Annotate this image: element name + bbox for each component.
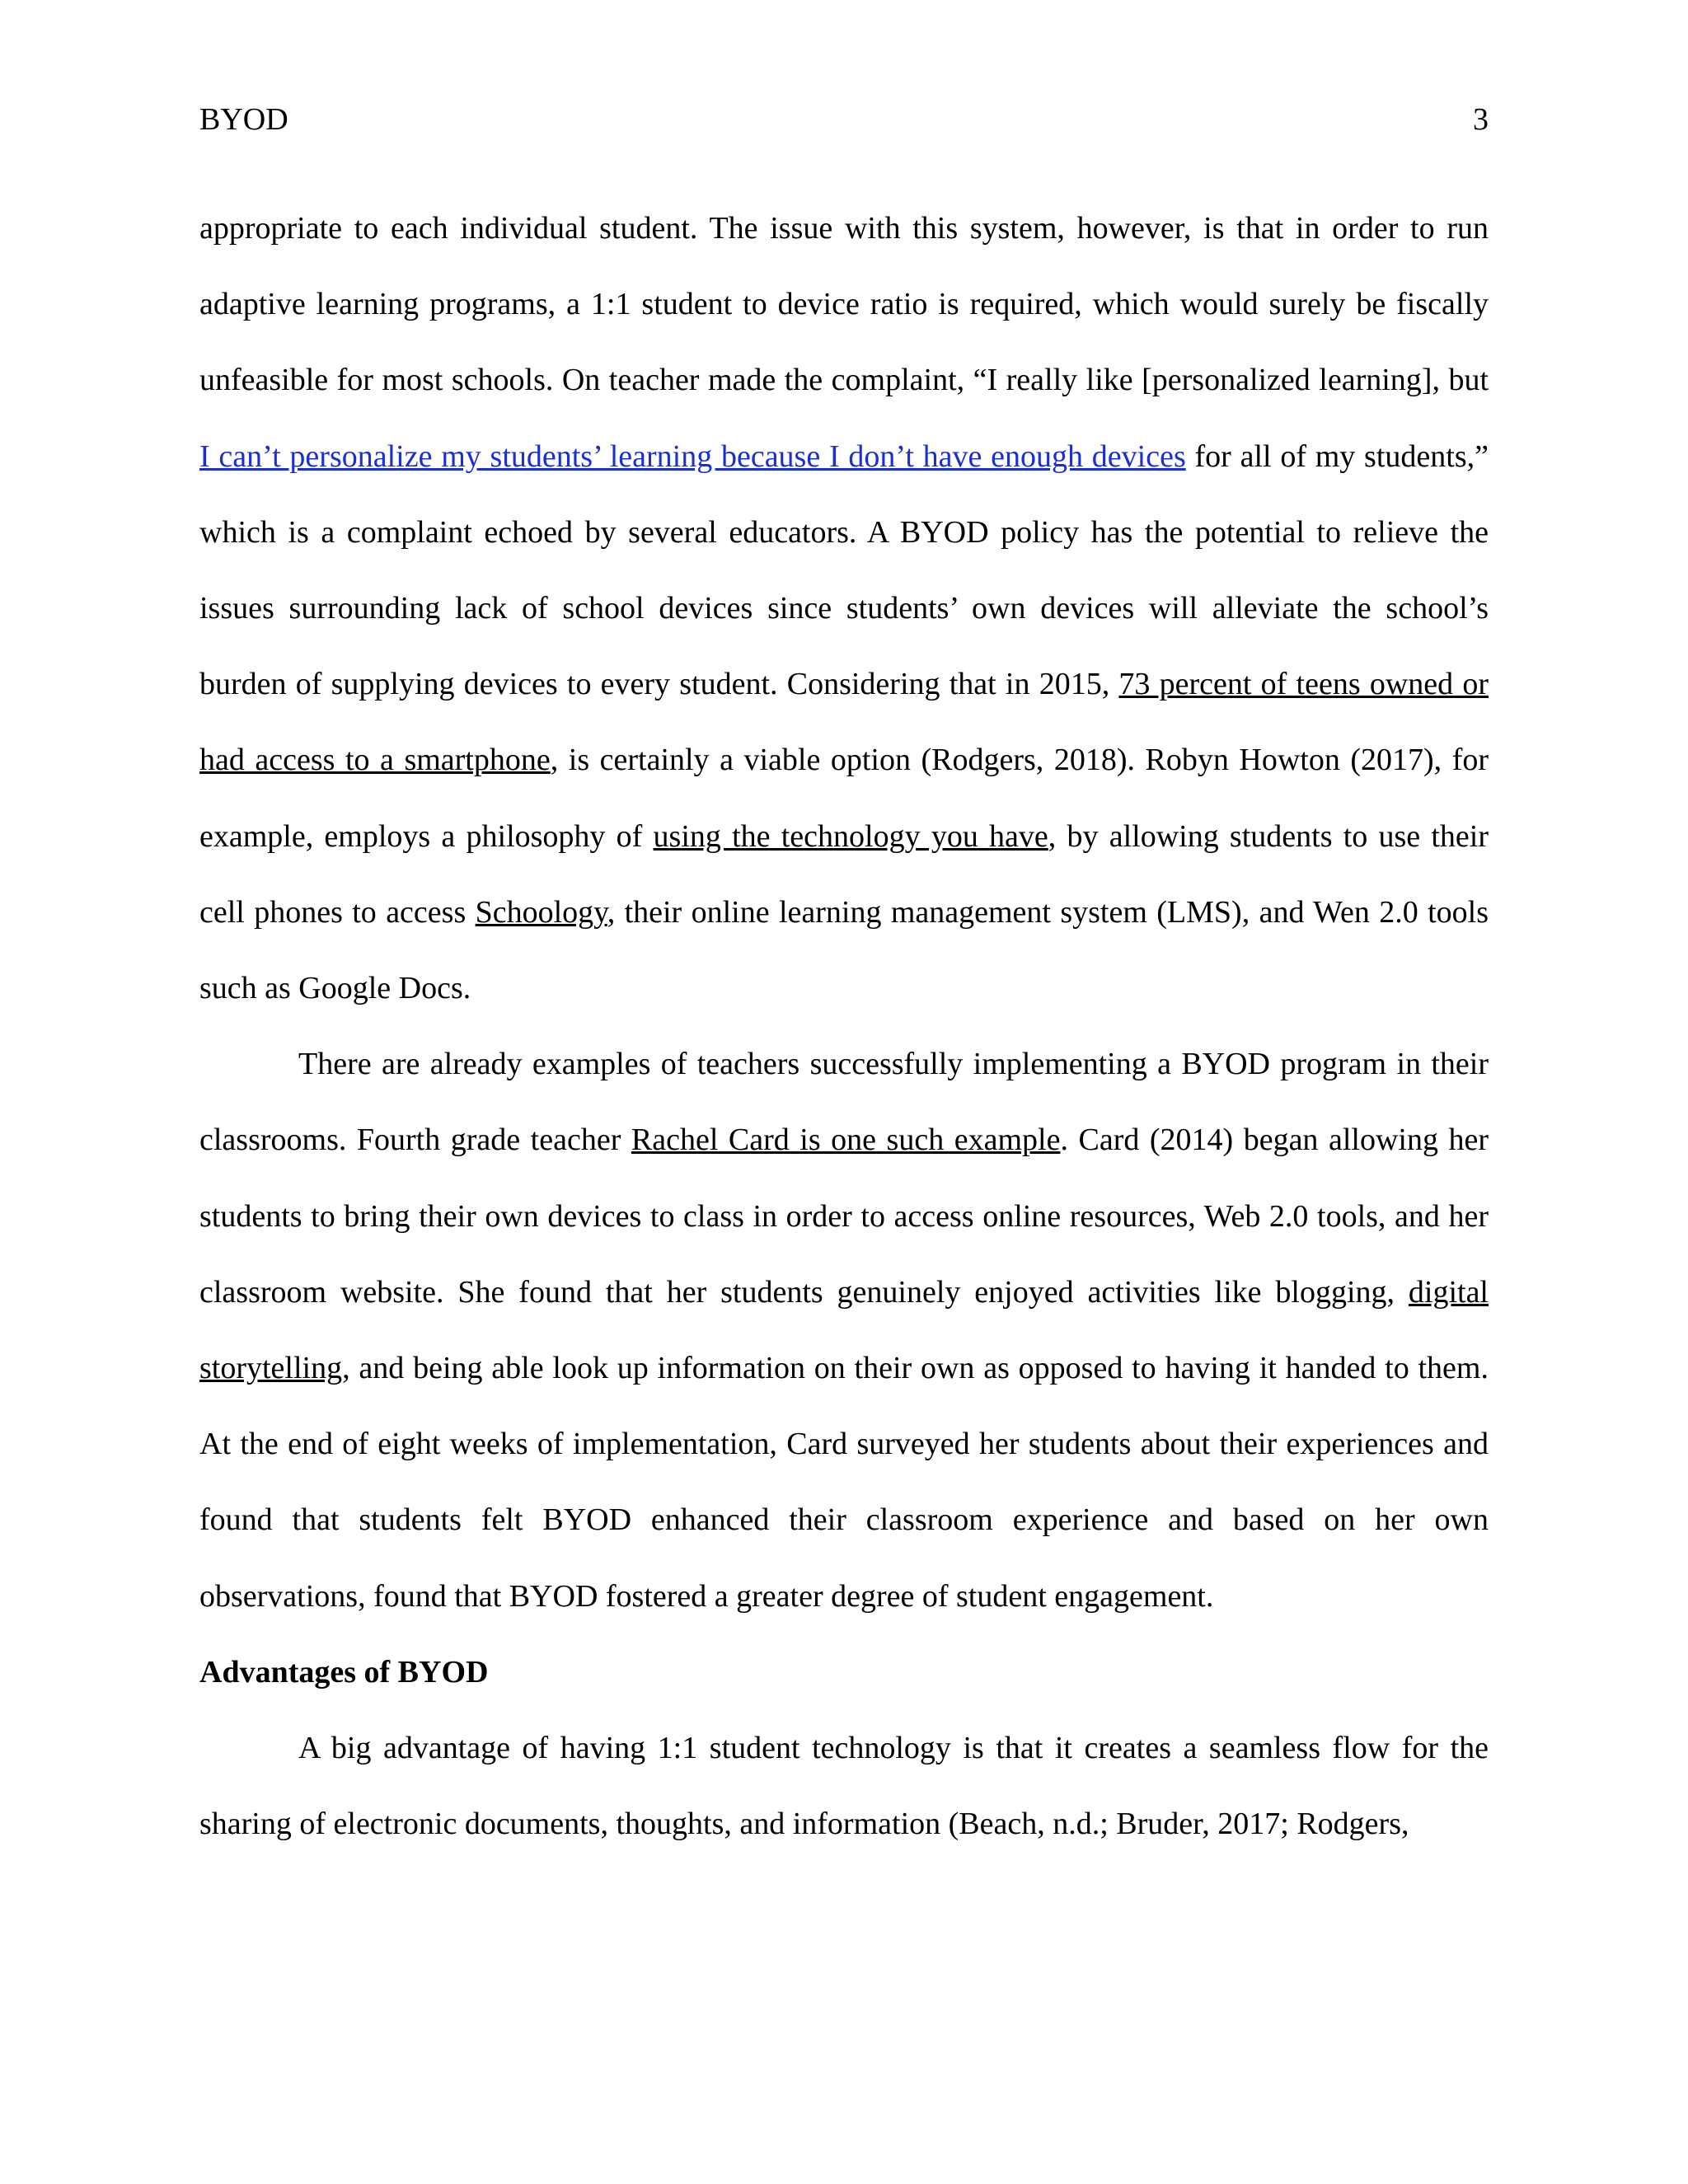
paragraph-3 — [199, 1710, 1489, 1862]
paragraph-2-text-1: There are already examples of teachers successfully implementing a BYOD program in their classrooms. Fourth grade teacher — [199, 1047, 1489, 1158]
paragraph-1-text-2: for all of my students,” which is a complaint echoed by several educators. A BYOD policy has the potential to relieve the issues surrounding lack of school devices since students’ own devices will alleviate the school’s burden of supplying devices to every student. Considering that in 2015, — [199, 438, 1489, 702]
devices-quote-link[interactable]: I can’t personalize my students’ learning because I don’t have enough devices — [199, 438, 1186, 474]
rachel-card-link[interactable]: Rachel Card is one such example — [631, 1122, 1061, 1158]
paragraph-1-text-5: , their online learning management system (LMS), and Wen 2.0 tools such as Google Docs. — [199, 894, 1489, 1006]
schoology-link[interactable]: Schoology — [475, 894, 607, 930]
paragraph-2-text-3: , and being able look up information on their own as opposed to having it handed to them. At the end of eight weeks of implementation, Card surveyed her students about their experiences and found that students felt BYOD enhanced their classroom experience and based on her own observations, found that BYOD fostered a greater degree of student engagement. — [199, 1351, 1489, 1614]
body-text — [199, 190, 1489, 1862]
using-technology-link[interactable]: using the technology you have — [653, 818, 1048, 854]
section-heading: Advantages of BYOD — [199, 1654, 489, 1690]
paragraph-1 — [199, 190, 1489, 1026]
paragraph-2 — [199, 1026, 1489, 1634]
paragraph-2-text-2: . Card (2014) began allowing her students to bring their own devices to class in order to access online resources, Web 2.0 tools, and her classroom website. She found that her students genuinely enjoyed activities like blogging, — [199, 1122, 1489, 1310]
teens-smartphone-link[interactable]: 73 percent of teens owned or had access to a smartphone — [199, 667, 1489, 778]
paragraph-1-text-3: , is certainly a viable option (Rodgers, 2018). Robyn Howton (2017), for example, employs a philosophy of — [199, 743, 1489, 854]
paragraph-1-text-4: , by allowing students to use their cell phones to access — [199, 818, 1489, 930]
page-number: 3 — [1473, 102, 1489, 137]
paragraph-1-text-1: appropriate to each individual student. The issue with this system, however, is that in order to run adaptive learning programs, a 1:1 student to device ratio is required, which would surely be fiscally unfeasible for most schools. On teacher made the complaint, “I really like [personalized learning], but — [199, 211, 1489, 398]
running-head-title: BYOD — [199, 102, 288, 137]
digital-storytelling-link[interactable]: digital storytelling — [199, 1274, 1489, 1386]
running-head — [199, 95, 1489, 144]
paragraph-3-text-1: A big advantage of having 1:1 student technology is that it creates a seamless flow for the sharing of electronic documents, thoughts, and information (Beach, n.d.; Bruder, 2017; Rodgers, — [199, 1731, 1489, 1842]
